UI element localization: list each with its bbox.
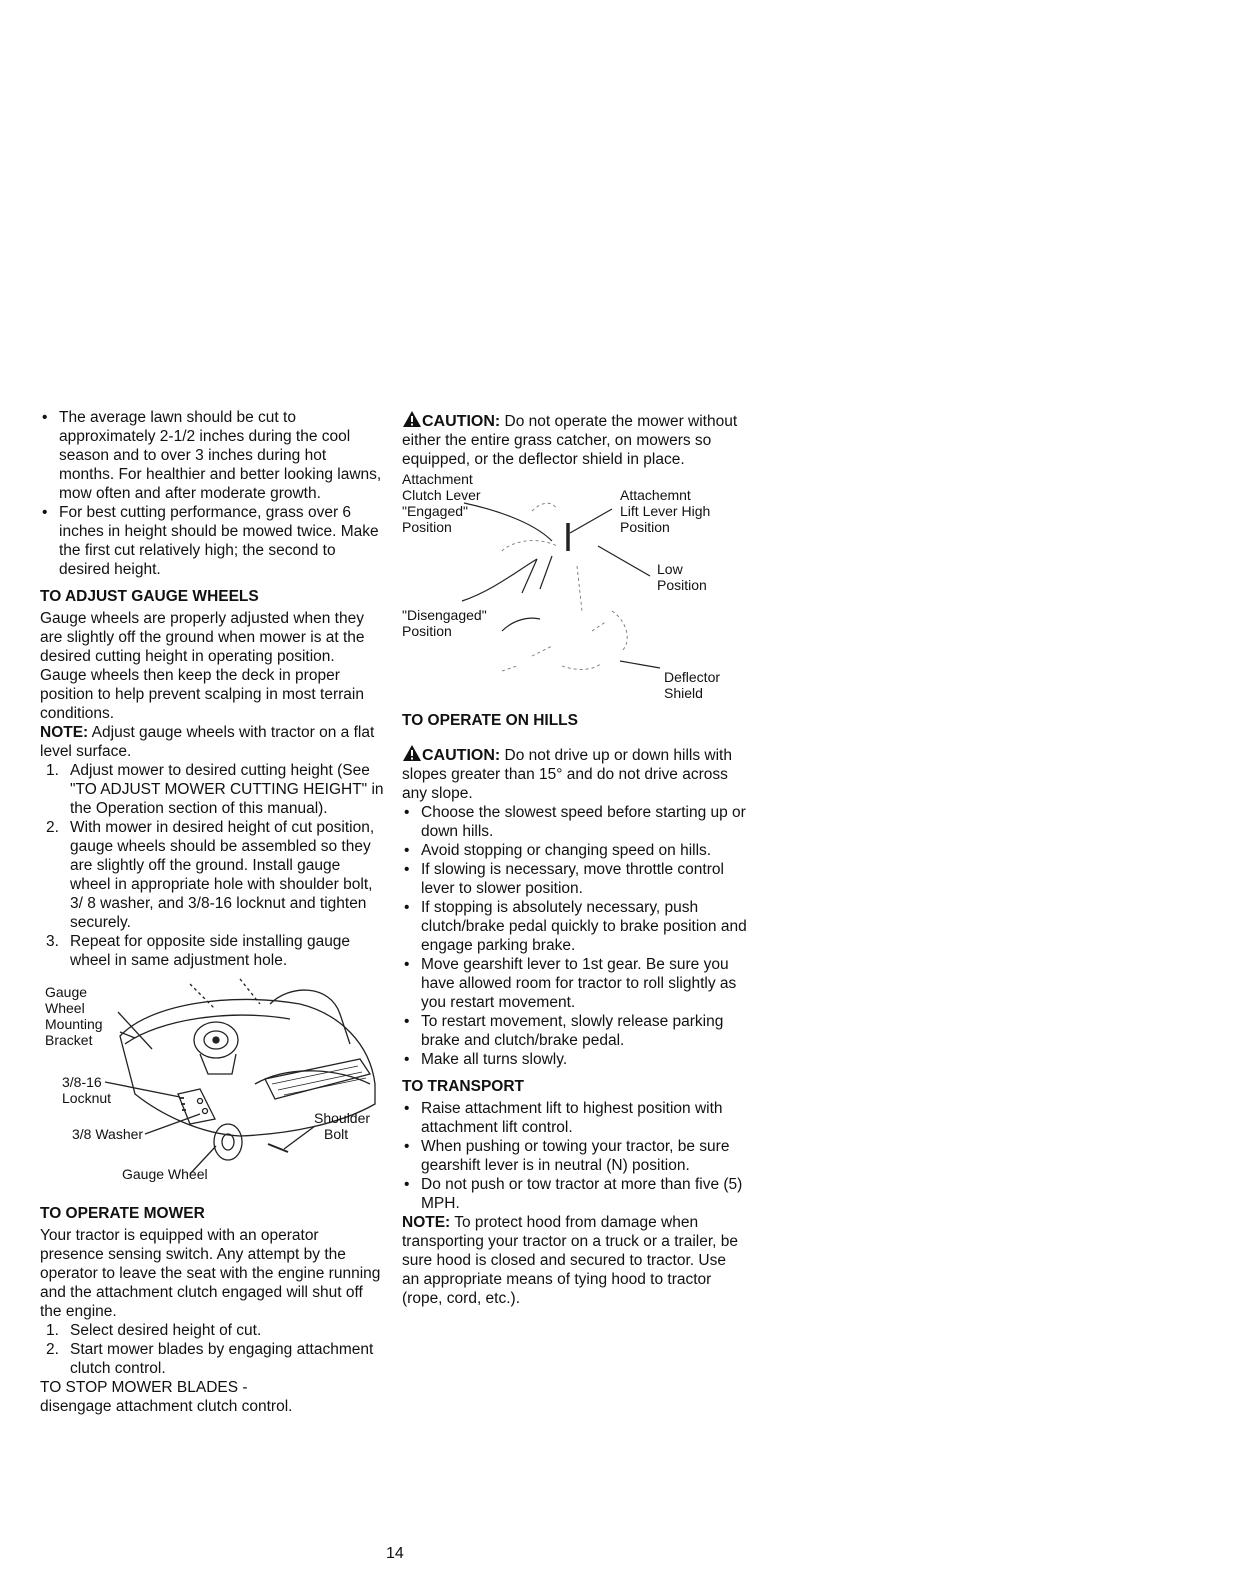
operate-mower-heading: TO OPERATE MOWER <box>40 1205 205 1222</box>
transport-note <box>402 1213 747 1308</box>
note-label: NOTE: <box>40 724 89 741</box>
list-item: • Raise attachment lift to highest position with attachment lift control. <box>402 1099 747 1137</box>
step-text: With mower in desired height of cut position, gauge wheels should be assembled so they are slightly off the ground. Install gauge wheel in appropriate hole with shoulder bolt, 3/ 8 washer, and 3/8-16 locknut and tighten securely. <box>70 819 375 931</box>
gauge-wheels-paragraph: Gauge wheels are properly adjusted when they are slightly off the ground when mower is at the desired cutting height in operating position. Gauge wheels then keep the deck in proper position to help prevent scalping in most terrain conditions. <box>40 610 365 722</box>
right-column <box>402 410 747 1308</box>
lift-lever-label-2: Lift Lever High <box>620 503 711 519</box>
list-item: • To restart movement, slowly release parking brake and clutch/brake pedal. <box>402 1012 747 1050</box>
intro-bullet-list <box>40 408 385 579</box>
list-item <box>40 1340 385 1378</box>
stop-blades-title: TO STOP MOWER BLADES - <box>40 1379 248 1396</box>
gauge-wheels-note <box>40 723 385 761</box>
gauge-wheel-label: Gauge Wheel <box>122 1166 208 1182</box>
disengaged-label-2: Position <box>402 623 452 639</box>
operate-mower-paragraph: Your tractor is equipped with an operator presence sensing switch. Any attempt by the operator to leave the seat with the engine running and the attachment clutch engaged will shut off the engine. <box>40 1227 381 1320</box>
gauge-label-4: Bracket <box>45 1032 93 1048</box>
step-number: 2. <box>46 1341 59 1358</box>
caution-text: Do not operate the mower without either the entire grass catcher, on mowers so equipped, or the deflector shield in place. <box>402 413 738 468</box>
clutch-lever-label-1: Attachment <box>402 471 473 487</box>
list-item: • For best cutting performance, grass over 6 inches in height should be mowed twice. Make the first cut relatively high; the second to desired height. <box>40 503 385 579</box>
step-text: Start mower blades by engaging attachment clutch control. <box>70 1341 374 1377</box>
note-label: NOTE: <box>402 1214 451 1231</box>
washer-label: 3/8 Washer <box>72 1126 144 1142</box>
gauge-wheel-figure <box>40 974 385 1192</box>
engaged-label-1: "Engaged" <box>402 503 468 519</box>
transport-heading: TO TRANSPORT <box>402 1078 524 1095</box>
list-item <box>40 1321 385 1340</box>
clutch-lever-label-2: Clutch Lever <box>402 487 481 503</box>
deflector-label-1: Deflector <box>664 669 721 685</box>
list-item: • Choose the slowest speed before starting up or down hills. <box>402 803 747 841</box>
step-number: 2. <box>46 819 59 836</box>
step-text: Select desired height of cut. <box>70 1322 262 1339</box>
list-item: • Avoid stopping or changing speed on hills. <box>402 841 747 860</box>
low-position-label-1: Low <box>657 561 683 577</box>
engaged-label-2: Position <box>402 519 452 535</box>
caution-grass-catcher <box>402 410 747 469</box>
note-text: To protect hood from damage when transporting your tractor on a truck or a trailer, be sure hood is closed and secured to tractor. Use an appropriate means of tying hood to tractor (rope, cord, etc.). <box>402 1214 738 1307</box>
list-item: • When pushing or towing your tractor, be sure gearshift lever is in neutral (N) position. <box>402 1137 747 1175</box>
caution-label: CAUTION: <box>422 413 501 430</box>
list-item: • The average lawn should be cut to approximately 2-1/2 inches during the cool season and to over 3 inches during hot months. For healthier and better looking lawns, mow often and after moderate growth. <box>40 408 385 503</box>
stop-blades-text: disengage attachment clutch control. <box>40 1398 293 1415</box>
low-position-label-2: Position <box>657 577 707 593</box>
note-text: Adjust gauge wheels with tractor on a flat level surface. <box>40 724 375 760</box>
list-item <box>40 818 385 932</box>
list-item: • Move gearshift lever to 1st gear. Be sure you have allowed room for tractor to roll slightly as you restart movement. <box>402 955 747 1012</box>
shoulder-bolt-label-2: Bolt <box>324 1126 349 1142</box>
locknut-label-2: Locknut <box>62 1090 112 1106</box>
hills-heading: TO OPERATE ON HILLS <box>402 712 578 729</box>
list-item <box>40 932 385 970</box>
warning-triangle-icon <box>402 744 422 762</box>
lift-lever-label-3: Position <box>620 519 670 535</box>
page-number: 14 <box>386 1545 404 1562</box>
step-number: 3. <box>46 933 59 950</box>
warning-triangle-icon <box>402 410 422 428</box>
list-item <box>40 761 385 818</box>
left-column <box>40 408 385 1416</box>
caution-label: CAUTION: <box>422 747 501 764</box>
disengaged-label-1: "Disengaged" <box>402 607 487 623</box>
step-text: Adjust mower to desired cutting height (See "TO ADJUST MOWER CUTTING HEIGHT" in the Operation section of this manual). <box>70 762 384 817</box>
hills-bullet-list <box>402 803 747 1069</box>
attachment-lever-figure <box>402 471 747 711</box>
shoulder-bolt-label-1: Shoulder <box>314 1110 371 1126</box>
list-item: • If stopping is absolutely necessary, push clutch/brake pedal quickly to brake position and engage parking brake. <box>402 898 747 955</box>
transport-bullet-list <box>402 1099 747 1213</box>
list-item: • Make all turns slowly. <box>402 1050 747 1069</box>
caution-hills <box>402 744 747 803</box>
gauge-label-1: Gauge <box>45 984 88 1000</box>
list-item: • If slowing is necessary, move throttle control lever to slower position. <box>402 860 747 898</box>
step-number: 1. <box>46 1322 59 1339</box>
list-item: • Do not push or tow tractor at more than five (5) MPH. <box>402 1175 747 1213</box>
locknut-label-1: 3/8-16 <box>62 1074 102 1090</box>
step-text: Repeat for opposite side installing gauge wheel in same adjustment hole. <box>70 933 351 969</box>
operate-steps-list <box>40 1321 385 1378</box>
gauge-label-2: Wheel <box>45 1000 85 1016</box>
step-number: 1. <box>46 762 59 779</box>
caution-text: Do not drive up or down hills with slopes greater than 15° and do not drive across any slope. <box>402 747 732 802</box>
lift-lever-label-1: Attachemnt <box>620 487 691 503</box>
gauge-steps-list <box>40 761 385 970</box>
gauge-wheels-heading: TO ADJUST GAUGE WHEELS <box>40 588 259 605</box>
deflector-label-2: Shield <box>664 685 703 701</box>
gauge-label-3: Mounting <box>45 1016 103 1032</box>
